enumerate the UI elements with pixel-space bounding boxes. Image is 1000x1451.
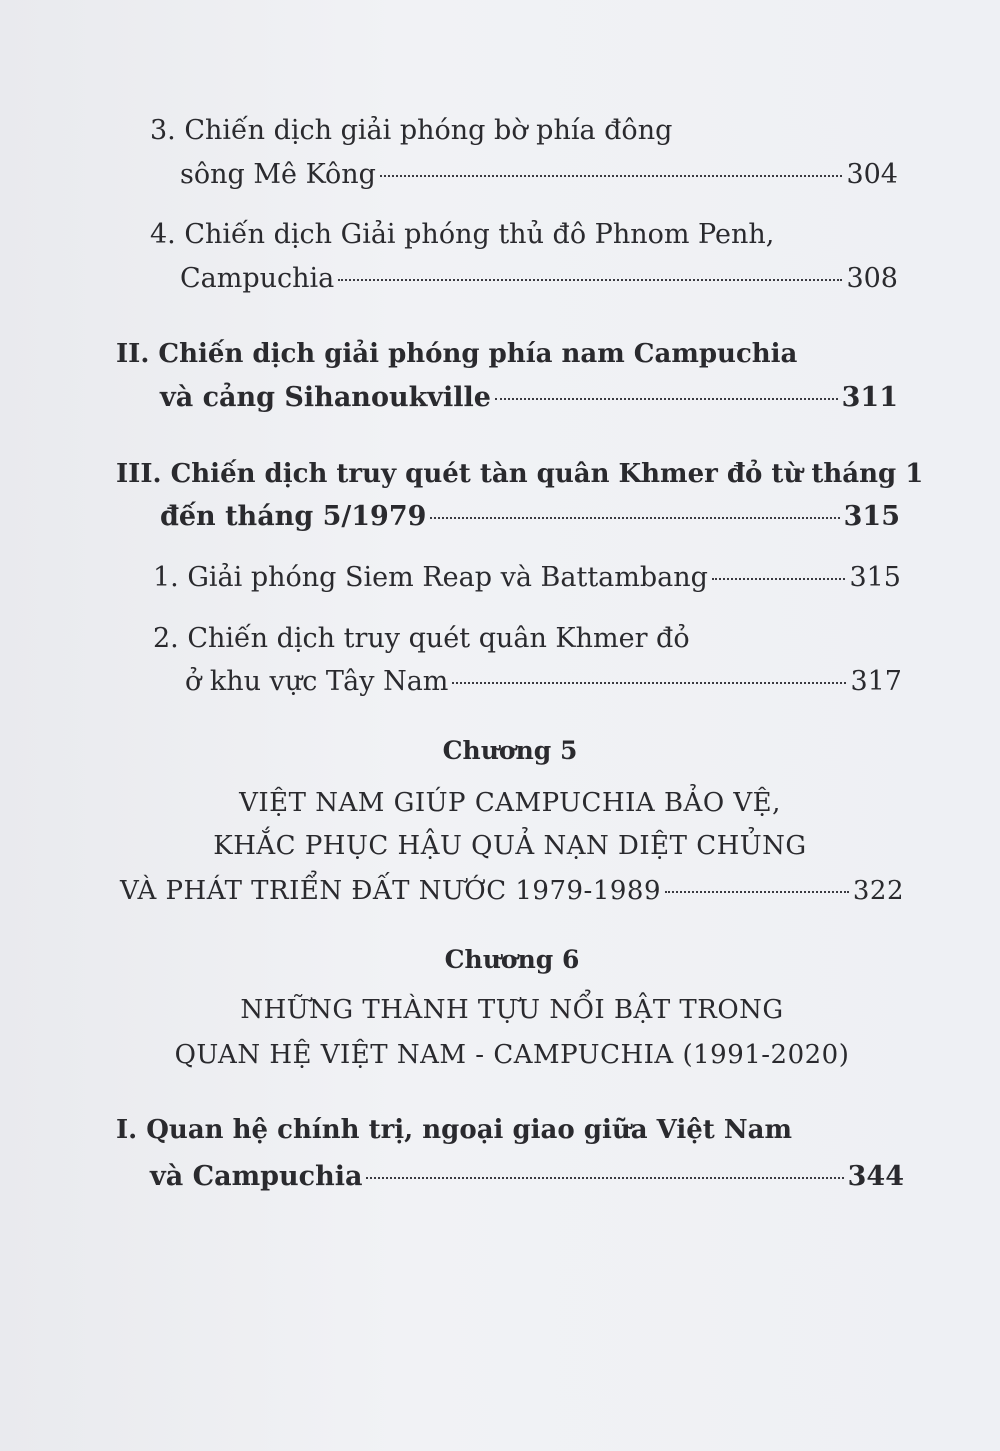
toc-entry-iii-2-title-cont: ở khu vực Tây Nam: [185, 666, 449, 697]
dot-leader: [380, 173, 843, 177]
toc-section-ii-title: II. Chiến dịch giải phóng phía nam Campuchia: [116, 339, 798, 369]
toc-entry-iii-2-title: 2. Chiến dịch truy quét quân Khmer đỏ: [153, 623, 690, 654]
dot-leader: [430, 515, 839, 519]
toc-section-iii-title: III. Chiến dịch truy quét tàn quân Khmer đỏ từ tháng 1: [116, 459, 924, 489]
toc-entry-4-title-cont: Campuchia: [180, 263, 335, 294]
chapter-5-title-line-1: VIỆT NAM GIÚP CAMPUCHIA BẢO VỆ,: [239, 788, 781, 818]
toc-entry-4-leader: [180, 262, 898, 296]
page-number: 304: [846, 159, 898, 190]
toc-section-iii-leader: [160, 500, 900, 534]
page-number: 315: [843, 501, 900, 532]
chapter-5-title-line-3: VÀ PHÁT TRIỂN ĐẤT NƯỚC 1979-1989: [120, 876, 661, 906]
toc-entry-4-title: 4. Chiến dịch Giải phóng thủ đô Phnom Penh,: [150, 219, 775, 250]
dot-leader: [366, 1175, 843, 1179]
toc-entry-3-title-cont: sông Mê Kông: [180, 159, 376, 190]
toc-entry-iii-2-leader: [185, 665, 902, 699]
dot-leader: [452, 680, 846, 684]
dot-leader: [665, 889, 849, 893]
chapter-5-title-line-2: KHẮC PHỤC HẬU QUẢ NẠN DIỆT CHỦNG: [213, 831, 807, 861]
toc-entry-3-title: 3. Chiến dịch giải phóng bờ phía đông: [150, 115, 673, 146]
chapter-6-title-line-2: QUAN HỆ VIỆT NAM - CAMPUCHIA (1991-2020): [174, 1040, 850, 1070]
toc-entry-iii-1-title: 1. Giải phóng Siem Reap và Battambang: [153, 562, 708, 593]
page-number: 311: [841, 382, 898, 413]
page-number: 344: [847, 1161, 904, 1192]
toc-section-i-leader: [150, 1160, 904, 1194]
chapter-5-leader: [120, 874, 904, 908]
toc-section-iii-title-cont: đến tháng 5/1979: [160, 501, 427, 532]
chapter-5-heading: Chương 5: [442, 736, 578, 765]
toc-section-i-title: I. Quan hệ chính trị, ngoại giao giữa Việt Nam: [116, 1115, 792, 1145]
page-number: 308: [846, 263, 898, 294]
page-number: 322: [852, 876, 904, 906]
page-number: 315: [849, 562, 901, 593]
dot-leader: [338, 277, 842, 281]
chapter-6-title-line-1: NHỮNG THÀNH TỰU NỔI BẬT TRONG: [240, 995, 784, 1025]
toc-section-ii-title-cont: và cảng Sihanoukville: [160, 382, 491, 413]
toc-section-ii-leader: [160, 381, 898, 415]
page-number: 317: [850, 666, 902, 697]
dot-leader: [495, 396, 838, 400]
toc-entry-iii-1-leader: [153, 561, 901, 595]
toc-section-i-title-cont: và Campuchia: [150, 1161, 363, 1192]
dot-leader: [712, 576, 846, 580]
toc-entry-3-leader: [180, 158, 898, 192]
chapter-6-heading: Chương 6: [444, 945, 580, 974]
